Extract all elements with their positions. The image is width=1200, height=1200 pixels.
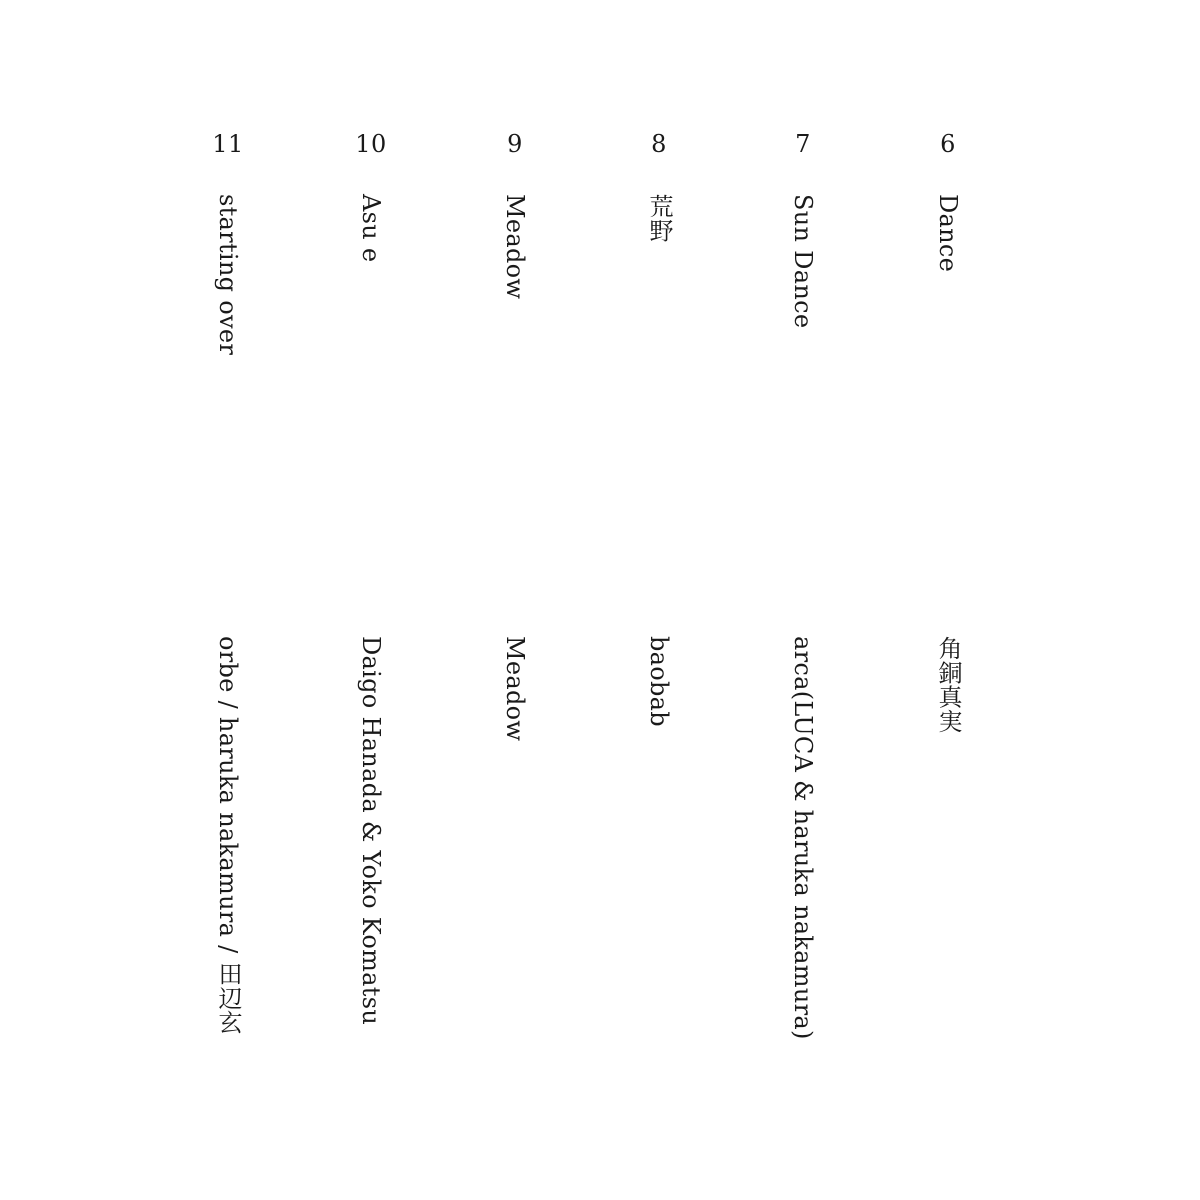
- track-number: 7: [795, 130, 811, 158]
- track-title: Meadow: [501, 194, 529, 300]
- track-number: 8: [651, 130, 667, 158]
- track-artist: baobab: [645, 636, 673, 727]
- track-7: [773, 0, 833, 1200]
- track-number: 11: [212, 130, 244, 158]
- track-title: 荒野: [645, 194, 673, 243]
- track-title: starting over: [214, 194, 242, 356]
- track-6: [918, 0, 978, 1200]
- track-title: Asu e: [357, 194, 385, 263]
- track-artist: orbe / haruka nakamura / 田辺玄: [214, 636, 242, 1035]
- track-title: Sun Dance: [789, 194, 817, 329]
- track-11: [198, 0, 258, 1200]
- track-artist: Daigo Hanada & Yoko Komatsu: [357, 636, 385, 1026]
- track-8: [629, 0, 689, 1200]
- track-artist: 角銅真実: [934, 636, 962, 734]
- track-number: 10: [355, 130, 387, 158]
- track-9: [485, 0, 545, 1200]
- track-number: 9: [507, 130, 523, 158]
- track-10: [341, 0, 401, 1200]
- track-title: Dance: [934, 194, 962, 273]
- track-artist: arca(LUCA & haruka nakamura): [789, 636, 817, 1040]
- track-artist: Meadow: [501, 636, 529, 742]
- track-number: 6: [940, 130, 956, 158]
